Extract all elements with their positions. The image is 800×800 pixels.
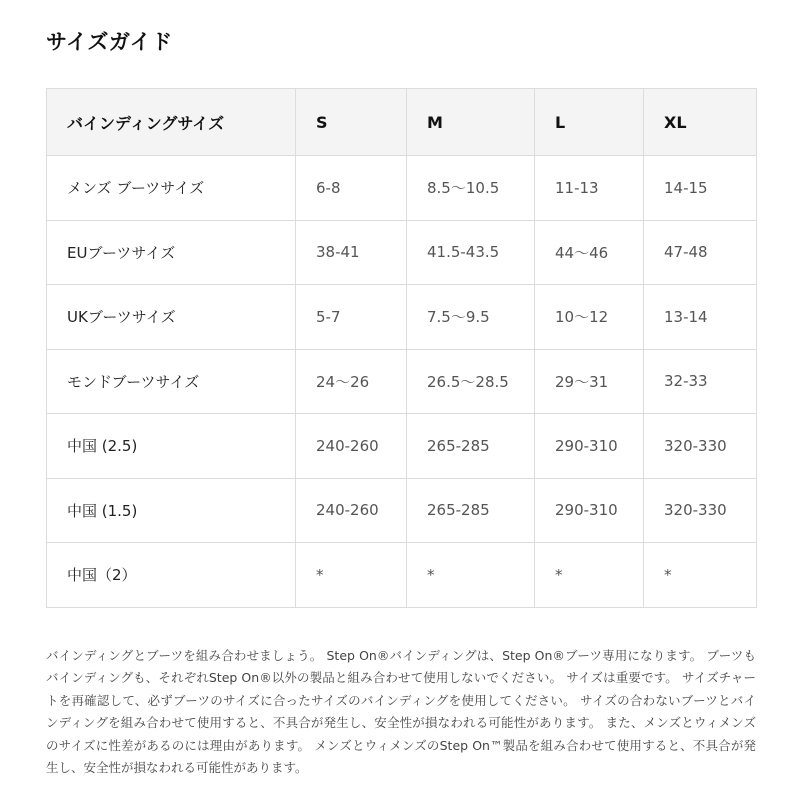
- table-row: [47, 156, 757, 221]
- table-cell: 320-330: [644, 478, 757, 543]
- table-cell: 265-285: [407, 478, 535, 543]
- header-size-l: L: [535, 89, 644, 156]
- table-cell: 265-285: [407, 414, 535, 479]
- table-row: [47, 478, 757, 543]
- row-label: メンズ ブーツサイズ: [47, 156, 296, 221]
- table-cell: *: [296, 543, 407, 608]
- table-row: [47, 285, 757, 350]
- row-label: 中国 (2.5): [47, 414, 296, 479]
- table-cell: 8.5〜10.5: [407, 156, 535, 221]
- row-label: 中国（2）: [47, 543, 296, 608]
- size-note-paragraph: バインディングとブーツを組み合わせましょう。 Step On®バインディングは、Step On®ブーツ専用になります。 ブーツもバインディングも、それぞれStep On®以外の製品と組み合わせて使用しないでください。 サイズは重要です。 サイズチャートを再確認して、必ずブーツのサイズに合ったサイズのバインディングを使用してください。 サイズの合わないブーツとバインディングを組み合わせて使用すると、不具合が発生し、安全性が損なわれる可能性があります。 また、メンズとウィメンズのサイズに性差があるのには理由があります。 メンズとウィメンズのStep On™製品を組み合わせて使用すると、不具合が発生し、安全性が損なわれる可能性があります。: [46, 647, 756, 775]
- table-cell: 320-330: [644, 414, 757, 479]
- header-binding-size: バインディングサイズ: [47, 89, 296, 156]
- row-label: UKブーツサイズ: [47, 285, 296, 350]
- table-cell: 32-33: [644, 349, 757, 414]
- table-cell: 14-15: [644, 156, 757, 221]
- header-size-m: M: [407, 89, 535, 156]
- table-row: [47, 414, 757, 479]
- table-cell: 26.5〜28.5: [407, 349, 535, 414]
- table-cell: 13-14: [644, 285, 757, 350]
- table-cell: 5-7: [296, 285, 407, 350]
- table-cell: 10〜12: [535, 285, 644, 350]
- table-cell: 47-48: [644, 220, 757, 285]
- table-cell: *: [644, 543, 757, 608]
- header-size-s: S: [296, 89, 407, 156]
- table-cell: 6-8: [296, 156, 407, 221]
- table-row: [47, 543, 757, 608]
- table-cell: 240-260: [296, 478, 407, 543]
- table-cell: 240-260: [296, 414, 407, 479]
- table-cell: 7.5〜9.5: [407, 285, 535, 350]
- table-cell: 29〜31: [535, 349, 644, 414]
- table-cell: 290-310: [535, 478, 644, 543]
- header-size-xl: XL: [644, 89, 757, 156]
- table-row: [47, 349, 757, 414]
- table-cell: 290-310: [535, 414, 644, 479]
- table-cell: 24〜26: [296, 349, 407, 414]
- table-cell: 44〜46: [535, 220, 644, 285]
- row-label: EUブーツサイズ: [47, 220, 296, 285]
- table-cell: 41.5-43.5: [407, 220, 535, 285]
- table-header-row: [47, 89, 757, 156]
- table-cell: *: [535, 543, 644, 608]
- page-title: サイズガイド: [46, 30, 173, 54]
- row-label: 中国 (1.5): [47, 478, 296, 543]
- size-chart-table: [46, 88, 757, 608]
- table-cell: *: [407, 543, 535, 608]
- row-label: モンドブーツサイズ: [47, 349, 296, 414]
- table-row: [47, 220, 757, 285]
- table-cell: 38-41: [296, 220, 407, 285]
- table-cell: 11-13: [535, 156, 644, 221]
